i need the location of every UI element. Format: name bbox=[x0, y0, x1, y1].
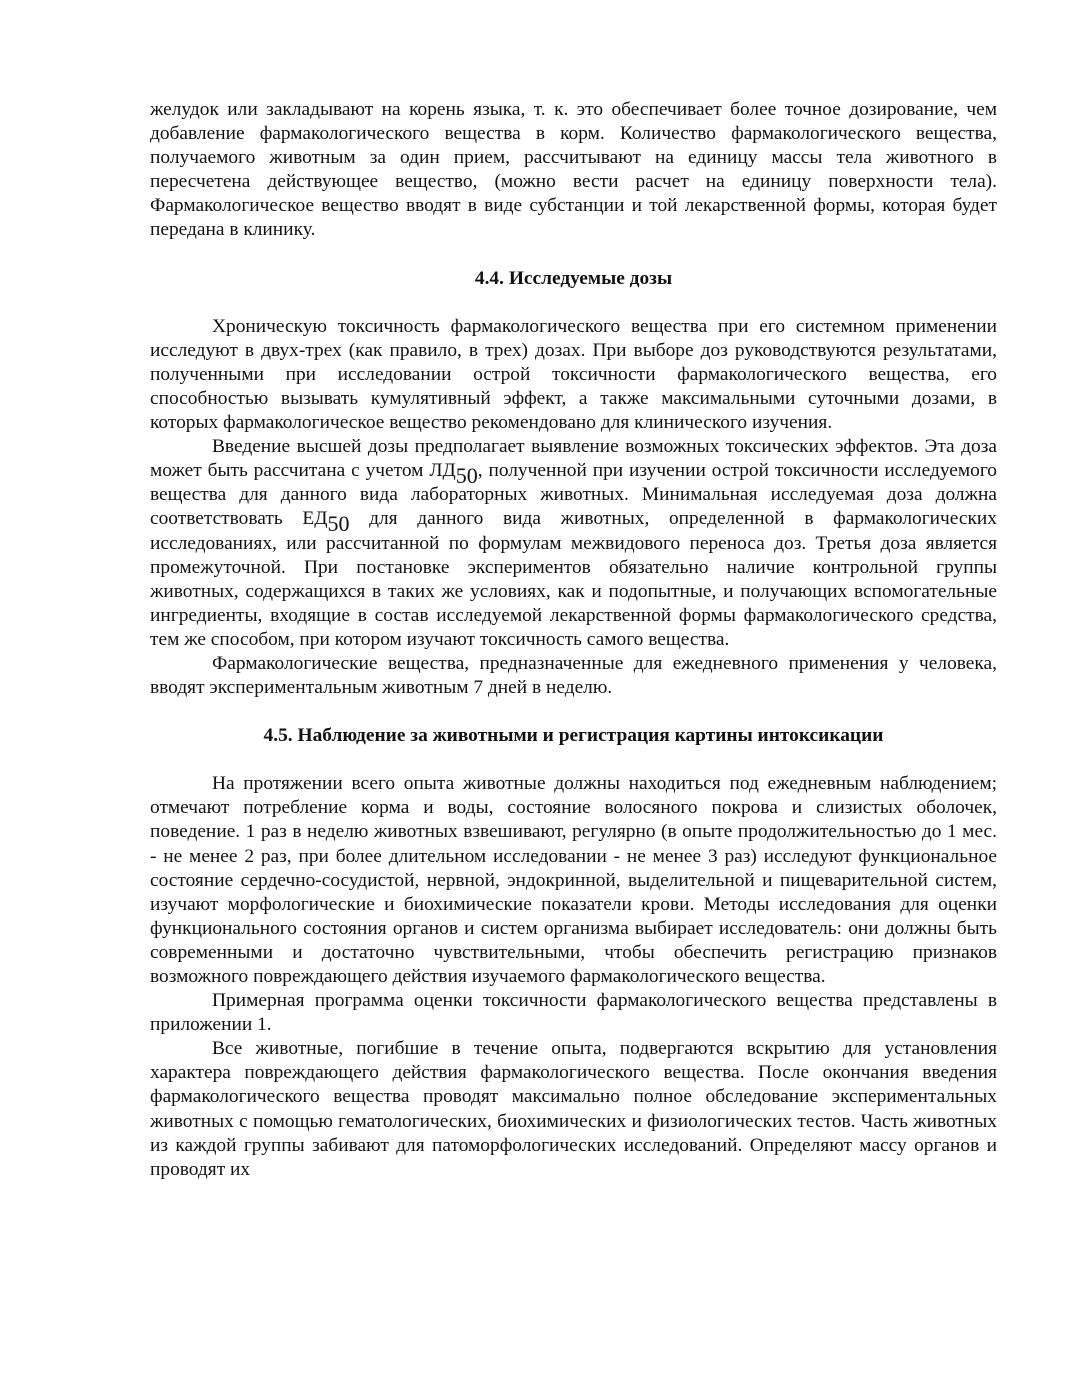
paragraph-autopsy: Все животные, погибшие в течение опыта, подвергаются вскрытию для установления характера повреждающего действия фармакологического вещества. После окончания введения фармакологического вещества проводят максимально полное обследование экспериментальных животных с помощью гематологических, биохимических и физиологических тестов. Часть животных из каждой группы забивают для патоморфологических исследований. Определяют массу органов и проводят их bbox=[150, 1038, 997, 1180]
spacer bbox=[150, 748, 997, 772]
document-page bbox=[150, 98, 997, 1182]
paragraph-observation: На протяжении всего опыта животные должны находиться под ежедневным наблюдением; отмечают потребление корма и воды, состояние волосяного покрова и слизистых оболочек, поведение. 1 раз в неделю животных взвешивают, регулярно (в опыте продолжительностью до 1 мес. - не менее 2 раз, при более длительном исследовании - не менее 3 раз) исследуют функциональное состояние сердечно-сосудистой, нервной, эндокринной, выделительной и пищеварительной систем, изучают морфологические и биохимические показатели крови. Методы исследования для оценки функционального состояния органов и систем организма выбирает исследователь: они должны быть современными и достаточно чувствительными, чтобы обеспечить регистрацию признаков возможного повреждающего действия изучаемого фармакологического вещества. bbox=[150, 773, 997, 987]
paragraph-chronic-toxicity: Хроническую токсичность фармакологического вещества при его системном применении исследуют в двух-трех (как правило, в трех) дозах. При выборе доз руководствуются результатами, полученными при исследовании острой токсичности фармакологического вещества, его способностью вызывать кумулятивный эффект, а также максимальными суточными дозами, в которых фармакологическое вещество рекомендовано для клинического изучения. bbox=[150, 315, 997, 434]
spacer bbox=[150, 700, 997, 724]
text-run: , полученной при изучении острой токсичности исследуемого вещества для данного вида лабораторных животных. Минимальная исследуемая доза должна соответствовать ЕД bbox=[150, 460, 997, 530]
section-heading-4-4: 4.4. Исследуемые дозы bbox=[474, 267, 673, 289]
paragraph-program: Примерная программа оценки токсичности фармакологического вещества представлены в приложении 1. bbox=[150, 990, 997, 1036]
spacer bbox=[150, 291, 997, 315]
text-run: для данного вида животных, определенной в фармакологических исследованиях, или рассчитанной по формулам межвидового переноса доз. Третья доза является промежуточной. При постановке экспериментов обязательно наличие контрольной группы животных, содержащихся в таких же условиях, как и подопытные, и получающих вспомогательные ингредиенты, входящие в состав исследуемой лекарственной формы фармакологического средства, тем же способом, при котором изучают токсичность самого вещества. bbox=[150, 508, 997, 650]
paragraph-daily-dosing: Фармакологические вещества, предназначенные для ежедневного применения у человека, вводят экспериментальным животным 7 дней в неделю. bbox=[150, 652, 997, 699]
subscript-ld50: 50 bbox=[455, 463, 478, 489]
text-run: Введение высшей дозы предполагает выявление возможных токсических эффектов. Эта доза может быть рассчитана с учетом ЛД bbox=[150, 436, 997, 482]
spacer bbox=[150, 243, 997, 267]
section-heading-4-5: 4.5. Наблюдение за животными и регистрация картины интоксикации bbox=[263, 725, 884, 747]
paragraph-intro: желудок или закладывают на корень языка, т. к. это обеспечивает более точное дозирование, чем добавление фармакологического вещества в корм. Количество фармакологического вещества, получаемого животным за один прием, рассчитывают на единицу массы тела животного в пересчетена действующее вещество, (можно вести расчет на единицу поверхности тела). Фармакологическое вещество вводят в виде субстанции и той лекарственной формы, которая будет передана в клинику. bbox=[150, 99, 997, 241]
subscript-ed50: 50 bbox=[327, 511, 350, 537]
paragraph-dose-selection bbox=[150, 435, 997, 652]
